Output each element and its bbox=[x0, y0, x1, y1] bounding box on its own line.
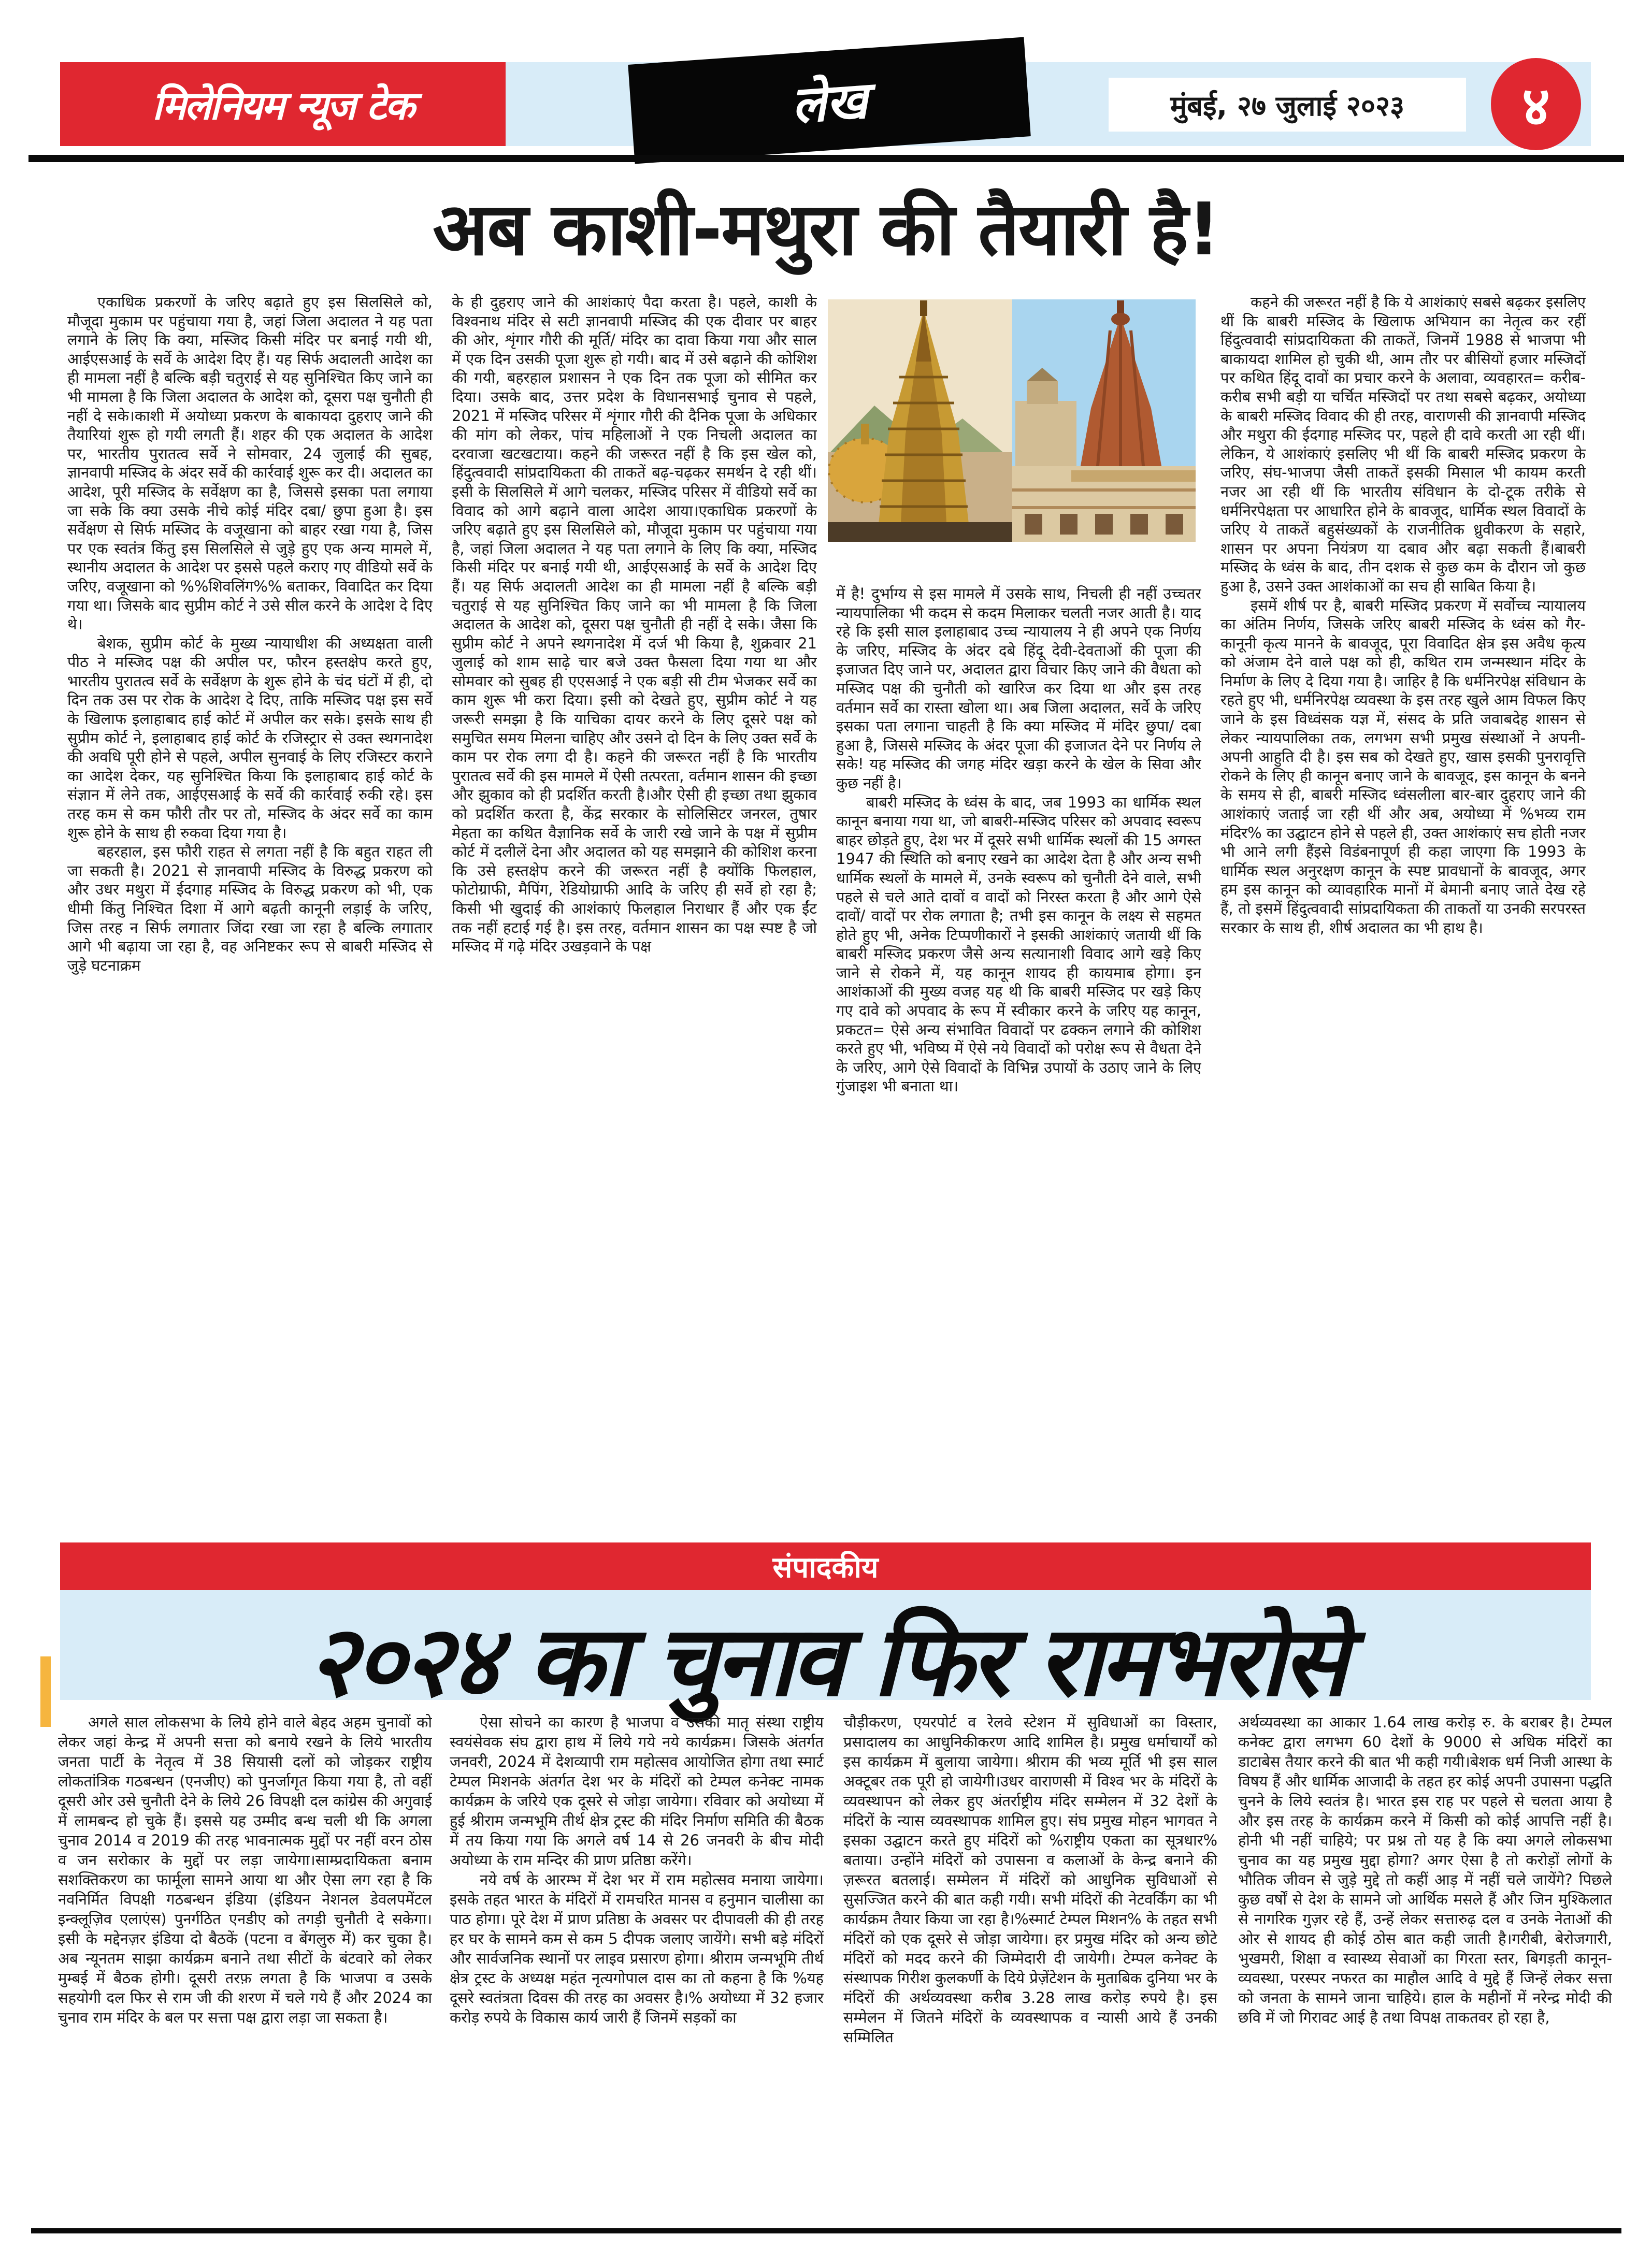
date-box: मुंबई, २७ जुलाई २०२३ bbox=[1109, 78, 1466, 132]
section-label: लेख bbox=[789, 71, 870, 135]
mathura-temple-photo bbox=[1012, 299, 1196, 542]
article-column-2: के ही दुहराए जाने की आशंकाएं पैदा करता है। पहले, काशी के विश्वनाथ मंदिर से सटी ज्ञानवापी मस्जिद की एक दीवार पर बाहर की ओर, शृंगार गौरी की मूर्ति/ मंदिर का दावा किया गया और साल में एक दिन उसकी पूजा शुरू हो गयी। बाद में उसे बढ़ाने की कोशिश की गयी, बहरहाल प्रशासन ने एक दिन तक पूजा को सीमित कर दिया। उसके बाद, उत्तर प्रदेश के विधानसभाई चुनाव से पहले, 2021 में मस्जिद परिसर में शृंगार गौरी की दैनिक पूजा के अधिकार की मांग को लेकर, पांच महिलाओं ने एक निचली अदालत का दरवाजा खटखटाया। कहने की जरूरत नहीं है कि इस खेल को, हिंदुत्ववादी सांप्रदायिकता की ताकतें बढ़-चढ़कर समर्थन दे रही थीं। इसी के सिलसिले में आगे चलकर, मस्जिद परिसर में वीडियो सर्वे का विवाद को आगे बढ़ाने वाला आदेश आया।एकाधिक प्रकरणों के जरिए बढ़ाते हुए इस सिलसिले को, मौजूदा मुकाम पर पहुंचाया गया है, जहां जिला अदालत ने यह पता लगाने के लिए कि क्या, मस्जिद किसी मंदिर पर बनाई गयी थी, आईएसआई के सर्वे के आदेश दिए हैं। यह सिर्फ अदालती आदेश का ही मामला नहीं है बल्कि बड़ी चतुराई से यह सुनिश्चित किए जाने का भी मामला है कि जिला अदालत के आदेश को, दूसरा पक्ष चुनौती ही नहीं दे सके। जैसा कि सुप्रीम कोर्ट ने अपने स्थगनादेश में दर्ज भी किया है, शुक्रवार 21 जुलाई को शाम साढ़े चार बजे उक्त फैसला दिया गया था और सोमवार को सुबह ही एएसआई ने एक बड़ी सी टीम भेजकर सर्वे का काम शुरू भी करा दिया। इसी को देखते हुए, सुप्रीम कोर्ट ने यह जरूरी समझा है कि याचिका दायर करने के लिए दूसरे पक्ष को समुचित समय मिलना चाहिए और उसने दो दिन के लिए उक्त सर्वे के काम पर रोक लगा दी है। कहने की जरूरत नहीं है कि भारतीय पुरातत्व सर्वे की इस मामले में ऐसी तत्परता, वर्तमान शासन की इच्छा और झुकाव को ही प्रदर्शित करती है।और ऐसी ही इच्छा तथा झुकाव को प्रदर्शित करता है, केंद्र सरकार के सोलिसिटर जनरल, तुषार मेहता का कथित वैज्ञानिक सर्वे के जारी रखे जाने के पक्ष में सुप्रीम कोर्ट में दलीलें देना और अदालत को यह समझाने की कोशिश करना कि उसे हस्तक्षेप करने की जरूरत नहीं है क्योंकि फिलहाल, फोटोग्राफी, मैपिंग, रेडियोग्राफी आदि के जरिए ही सर्वे हो रहा है; किसी भी खुदाई की आशंकाएं फिलहाल निराधार हैं और एक ईंट तक नहीं हटाई गई है। इस तरह, वर्तमान शासन का पक्ष स्पष्ट है जो मस्जिद में गढ़े मंदिर उखड़वाने के पक्ष bbox=[452, 293, 817, 956]
temple-photo bbox=[828, 299, 1196, 542]
editorial-headline: २०२४ का चुनाव फिर रामभरोसे bbox=[307, 1605, 1345, 1718]
header-rule bbox=[28, 155, 1624, 162]
masthead: मिलेनियम न्यूज टेक bbox=[60, 62, 506, 146]
editorial-column-2: ऐसा सोचने का कारण है भाजपा व उसकी मातृ संस्था राष्ट्रीय स्वयंसेवक संघ द्वारा हाथ में लिये गये नये कार्यक्रम। जिसके अंतर्गत जनवरी, 2024 में देशव्यापी राम महोत्सव आयोजित होगा तथा स्मार्ट टेम्पल मिशनके अंतर्गत देश भर के मंदिरों को टेम्पल कनेक्ट नामक कार्यक्रम के जरिये एक दूसरे से जोड़ा जायेगा। रविवार को अयोध्या में हुई श्रीराम जन्मभूमि तीर्थ क्षेत्र ट्रस्ट की मंदिर निर्माण समिति की बैठक में तय किया गया कि अगले वर्ष 14 से 26 जनवरी के बीच मोदी अयोध्या के राम मन्दिर की प्राण प्रतिष्ठा करेंगे। नये वर्ष के आरम्भ में देश भर में राम महोत्सव मनाया जायेगा। इसके तहत भारत के मंदिरों में रामचरित मानस व हनुमान चालीसा का पाठ होगा। पूरे देश में प्राण प्रतिष्ठा के अवसर पर दीपावली की ही तरह हर घर के सामने कम से कम 5 दीपक जलाए जायेंगे। सभी बड़े मंदिरों और सार्वजनिक स्थानों पर लाइव प्रसारण होगा। श्रीराम जन्मभूमि तीर्थ क्षेत्र ट्रस्ट के अध्यक्ष महंत नृत्यगोपाल दास का तो कहना है कि %यह दूसरे स्वतंत्रता दिवस की तरह का अवसर है।% अयोध्या में 32 हजार करोड़ रुपये के विकास कार्य जारी हैं जिनमें सड़कों का bbox=[450, 1713, 824, 2026]
page-number-badge: ४ bbox=[1491, 58, 1581, 150]
editorial-band bbox=[60, 1542, 1591, 1590]
kashi-temple-photo bbox=[828, 299, 1012, 542]
article-headline: अब काशी-मथुरा की तैयारी है! bbox=[433, 188, 1219, 272]
editorial-column-3: चौड़ीकरण, एयरपोर्ट व रेलवे स्टेशन में सुविधाओं का विस्तार, प्रसादालय का आधुनिकीकरण आदि शामिल है। प्रमुख धर्माचार्यों को इस कार्यक्रम में बुलाया जायेगा। श्रीराम की भव्य मूर्ति भी इस साल अक्टूबर तक पूरी हो जायेगी।उधर वाराणसी में विश्व भर के मंदिरों के व्यवस्थापन को लेकर हुए अंतर्राष्ट्रीय मंदिर सम्मेलन में 32 देशों के मंदिरों के न्यास व्यवस्थापक शामिल हुए। संघ प्रमुख मोहन भागवत ने इसका उद्घाटन करते हुए मंदिरों को %राष्ट्रीय एकता का सूत्रधार% बताया। उन्होंने मंदिरों को उपासना व कलाओं के केन्द्र बनाने की ज़रूरत बतलाई। सम्मेलन में मंदिरों को आधुनिक सुविधाओं से सुसज्जित करने की बात कही गयी। सभी मंदिरों की नेटवर्किंग का भी कार्यक्रम तैयार किया जा रहा है।%स्मार्ट टेम्पल मिशन% के तहत सभी मंदिरों को एक दूसरे से जोड़ा जायेगा। हर प्रमुख मंदिर को अन्य छोटे मंदिरों को मदद करने की जिम्मेदारी दी जायेगी। टेम्पल कनेक्ट के संस्थापक गिरीश कुलकर्णी के दिये प्रेज़ेंटेशन के मुताबिक दुनिया भर के मंदिरों की अर्थव्यवस्था करीब 3.28 लाख करोड़ रुपये है। इस सम्मेलन में जितने मंदिरों के व्यवस्थापक व न्यासी आये हैं उनकी सम्मिलित bbox=[843, 1713, 1217, 2046]
article-column-1: एकाधिक प्रकरणों के जरिए बढ़ाते हुए इस सिलसिले को, मौजूदा मुकाम पर पहुंचाया गया है, जहां जिला अदालत ने यह पता लगाने के लिए कि क्या, मस्जिद किसी मंदिर पर बनाई गयी थी, आईएसआई के सर्वे के आदेश दिए हैं। यह सिर्फ अदालती आदेश का ही मामला नहीं है बल्कि बड़ी चतुराई से यह सुनिश्चित किए जाने का भी मामला है कि जिला अदालत के आदेश को, दूसरा पक्ष चुनौती ही नहीं दे सके।काशी में अयोध्या प्रकरण के बाकायदा दुहराए जाने की तैयारियां शुरू हो गयी लगती हैं। शहर की एक अदालत के आदेश पर, भारतीय पुरातत्व सर्वे ने सोमवार, 24 जुलाई की सुबह, ज्ञानवापी मस्जिद के अंदर सर्वे की कार्रवाई शुरू कर दी। अदालत का आदेश, पूरी मस्जिद के सर्वेक्षण का है, जिससे इसका पता लगाया जा सके कि क्या उसके नीचे कोई मंदिर दबा/ छुपा हुआ है। इस सर्वेक्षण से सिर्फ मस्जिद के वजूखाना को बाहर रखा गया है, जिस पर एक स्वतंत्र किंतु इस सिलसिले से जुड़े हुए एक अन्य मामले में, स्थानीय अदालत के आदेश पर इससे पहले कराए गए वीडियो सर्वे के जरिए, वजूखाना को %%शिवलिंग%% बताकर, विवादित कर दिया गया था। जिसके बाद सुप्रीम कोर्ट ने उसे सील करने के आदेश दे दिए थे। बेशक, सुप्रीम कोर्ट के मुख्य न्यायाधीश की अध्यक्षता वाली पीठ ने मस्जिद पक्ष की अपील पर, फौरन हस्तक्षेप करते हुए, भारतीय पुरातत्व सर्वे के सर्वेक्षण के शुरू होने के चंद घंटों में ही, दो दिन तक उस पर रोक के आदेश दे दिए, ताकि मस्जिद पक्ष इस सर्वे के खिलाफ इलाहाबाद हाई कोर्ट में अपील कर सके। इसके साथ ही सुप्रीम कोर्ट ने, इलाहाबाद हाई कोर्ट के रजिस्ट्रार से उक्त स्थगनादेश की अवधि पूरी होने से पहले, अपील सुनवाई के लिए रजिस्टर कराने का आदेश देकर, यह सुनिश्चित किया कि इलाहाबाद हाई कोर्ट के संज्ञान में लेने तक, आईएसआई के सर्वे की कार्रवाई रुकी रहे। इस तरह कम से कम फौरी तौर पर तो, मस्जिद के अंदर सर्वे का काम शुरू होने के साथ ही रुकवा दिया गया है। बहरहाल, इस फौरी राहत से लगता नहीं है कि बहुत राहत ली जा सकती है। 2021 से ज्ञानवापी मस्जिद के विरुद्ध प्रकरण को और उधर मथुरा में ईदगाह मस्जिद के विरुद्ध प्रकरण को भी, एक धीमी किंतु निश्चित दिशा में आगे बढ़ती कानूनी लड़ाई के जरिए, जिस तरह न सिर्फ लगातार जिंदा रखा जा रहा है बल्कि लगातार आगे भी बढ़ाया जा रहा है, वह अनिष्टकर रूप से बाबरी मस्जिद से जुड़े घटनाक्रम bbox=[67, 293, 433, 974]
article-column-4: कहने की जरूरत नहीं है कि ये आशंकाएं सबसे बढ़कर इसलिए थीं कि बाबरी मस्जिद के खिलाफ अभियान का नेतृत्व कर रहीं हिंदुत्ववादी सांप्रदायिकता की ताकतें, जिनमें 1988 से भाजपा भी बाकायदा शामिल हो चुकी थी, आम तौर पर बीसियों हजार मस्जिदों पर कथित हिंदू दावों का प्रचार करने के अलावा, व्यवहारत= करीब-करीब सभी बड़ी या चर्चित मस्जिदों पर तथा सबसे बढ़कर, अयोध्या के बाबरी मस्जिद विवाद की ही तरह, वाराणसी की ज्ञानवापी मस्जिद और मथुरा की ईदगाह मस्जिद पर, पहले ही दावे करती आ रही थीं। लेकिन, ये आशंकाएं इसलिए भी थीं कि बाबरी मस्जिद प्रकरण के जरिए, संघ-भाजपा जैसी ताकतें इसकी मिसाल भी कायम करती नजर आ रही थीं कि भारतीय संविधान के दो-टूक तरीके से धर्मनिरपेक्षता पर आधारित होने के बावजूद, धार्मिक स्थल विवादों के जरिए ये ताकतें बहुसंख्यकों के राजनीतिक ध्रुवीकरण के सहारे, शासन पर अपना नियंत्रण या दबाव और बढ़ा सकती हैं।बाबरी मस्जिद के ध्वंस के बाद, तीन दशक से कुछ कम के दौरान जो कुछ हुआ है, उसने उक्त आशंकाओं का सच ही साबित किया है। इसमें शीर्ष पर है, बाबरी मस्जिद प्रकरण में सर्वोच्च न्यायालय का अंतिम निर्णय, जिसके जरिए बाबरी मस्जिद के ध्वंस को गैर-कानूनी कृत्य मानने के बावजूद, पूरा विवादित क्षेत्र इस अवैध कृत्य को अंजाम देने वाले पक्ष को ही, कथित राम जन्मस्थान मंदिर के निर्माण के लिए दे दिया गया है। जाहिर है कि धर्मनिरपेक्ष संविधान के रहते हुए भी, धर्मनिरपेक्ष व्यवस्था के इस तरह खुले आम विफल किए जाने के इस विध्वंसक यज्ञ में, संसद के प्रति जवाबदेह शासन से लेकर न्यायपालिका तक, लगभग सभी प्रमुख संस्थाओं ने अपनी-अपनी आहुति दी है। इस सब को देखते हुए, खास इसकी पुनरावृत्ति रोकने के लिए ही कानून बनाए जाने के बावजूद, इस कानून के बनने के समय से ही, बाबरी मस्जिद ध्वंसलीला बार-बार दुहराए जाने की आशंकाएं जताई जा रही थीं और अब, अयोध्या में %भव्य राम मंदिर% का उद्घाटन होने से पहले ही, उक्त आशंकाएं सच होती नजर भी आने लगी हैंइसे विडंबनापूर्ण ही कहा जाएगा कि 1993 के धार्मिक स्थल अनुरक्षण कानून के स्पष्ट प्रावधानों के बावजूद, अगर हम इस कानून को व्यावहारिक मानों में बेमानी बनाए जाते देख रहे हैं, तो इसमें हिंदुत्ववादी सांप्रदायिकता की ताकतों या उनकी सरपरस्त सरकार के साथ ही, शीर्ष अदालत का भी हाथ है। bbox=[1220, 293, 1586, 936]
bottom-rule bbox=[31, 2228, 1621, 2233]
editorial-band-label: संपादकीय bbox=[772, 1551, 879, 1584]
editorial-column-4: अर्थव्यवस्था का आकार 1.64 लाख करोड़ रु. के बराबर है। टेम्पल कनेक्ट द्वारा लगभग 60 देशों के 9000 से अधिक मंदिरों का डाटाबेस तैयार करने की बात भी कही गयी।बेशक धर्म निजी आस्था के विषय हैं और धार्मिक आजादी के तहत हर कोई अपनी उपासना पद्धति चुनने के लिये स्वतंत्र है। भारत इस राह पर पहले से चलता आया है और इस तरह के कार्यक्रम करने में किसी को कोई आपत्ति नहीं है। होनी भी नहीं चाहिये; पर प्रश्न तो यह है कि क्या अगले लोकसभा चुनाव का यह प्रमुख मुद्दा होगा? अगर ऐसा है तो करोड़ों लोगों के भौतिक जीवन से जुड़े मुद्दे तो कहीं आड़ में नहीं चले जायेंगे? पिछले कुछ वर्षों से देश के सामने जो आर्थिक मसले हैं और जिन मुश्किलात से नागरिक गुज़र रहे हैं, उन्हें लेकर सत्तारुढ़ दल व उनके नेताओं की ओर से शायद ही कोई ठोस बात कही जाती है।गरीबी, बेरोजगारी, भुखमरी, शिक्षा व स्वास्थ्य सेवाओं का गिरता स्तर, बिगड़ती कानून-व्यवस्था, परस्पर नफरत का माहौल आदि वे मुद्दे हैं जिन्हें लेकर सत्ता को जनता के सामने जाना चाहिये। हाल के महीनों में नरेन्द्र मोदी की छवि में जो गिरावट आई है तथा विपक्ष ताकतवर हो रहा है, bbox=[1238, 1713, 1612, 2026]
article-column-3: में है! दुर्भाग्य से इस मामले में उसके साथ, निचली ही नहीं उच्चतर न्यायपालिका भी कदम से कदम मिलाकर चलती नजर आती है। याद रहे कि इसी साल इलाहाबाद उच्च न्यायालय ने ही अपने एक निर्णय के जरिए, मस्जिद के अंदर दबे हिंदू देवी-देवताओं की पूजा की इजाजत दिए जाने पर, अदालत द्वारा विचार किए जाने की वैधता को मस्जिद पक्ष की चुनौती को खारिज कर दिया था और इस तरह वर्तमान सर्वे का रास्ता खोला था। अब जिला अदालत, सर्वे के जरिए इसका पता लगाना चाहती है कि क्या मस्जिद में मंदिर छुपा/ दबा हुआ है, जिससे मस्जिद के अंदर पूजा की इजाजत देने पर निर्णय ले सके! यह मस्जिद की जगह मंदिर खड़ा करने के खेल के सिवा और कुछ नहीं है। बाबरी मस्जिद के ध्वंस के बाद, जब 1993 का धार्मिक स्थल कानून बनाया गया था, जो बाबरी-मस्जिद परिसर को अपवाद स्वरूप बाहर छोड़ते हुए, देश भर में दूसरे सभी धार्मिक स्थलों की 15 अगस्त 1947 की स्थिति को बनाए रखने का आदेश देता है और अन्य सभी धार्मिक स्थलों के मामले में, उनके स्वरूप को चुनौती देने वाले, सभी पहले से चले आते दावों व वादों को निरस्त करता है और आगे ऐसे दावों/ वादों पर रोक लगाता है; तभी इस कानून के लक्ष्य से सहमत होते हुए भी, अनेक टिप्पणीकारों ने इसकी आशंकाएं जतायी थीं कि बाबरी मस्जिद प्रकरण जैसे अन्य सत्यानाशी विवाद आगे खड़े किए जाने से रोकने में, यह कानून शायद ही कायमाब होगा। इन आशंकाओं की मुख्य वजह यह थी कि बाबरी मस्जिद पर खड़े किए गए दावे को अपवाद के रूप में स्वीकार करने के जरिए यह कानून, प्रकटत= ऐसे अन्य संभावित विवादों पर ढक्कन लगाने की कोशिश करते हुए भी, भविष्य में ऐसे नये विवादों को परोक्ष रूप से वैधता देने के जरिए, आगे ऐसे विवादों के विभिन्न उपायों के उठाए जाने के लिए गुंजाइश भी बनाता था। bbox=[836, 585, 1201, 1095]
editorial-column-1: अगले साल लोकसभा के लिये होने वाले बेहद अहम चुनावों को लेकर जहां केन्द्र में अपनी सत्ता को बनाये रखने के लिये भारतीय जनता पार्टी के नेतृत्व में 38 सियासी दलों को जोड़कर राष्ट्रीय लोकतांत्रिक गठबन्धन (एनजीए) को पुनर्जागृत किया गया है, तो वहीं दूसरी ओर उसे चुनौती देने के लिये 26 विपक्षी दल कांग्रेस की अगुवाई में लामबन्द हो चुके हैं। इससे यह उम्मीद बन्ध चली थी कि अगला चुनाव 2014 व 2019 की तरह भावनात्मक मुद्दों पर नहीं वरन ठोस व जन सरोकार के मुद्दों पर लड़ा जायेगा।साम्प्रदायिकता बनाम सशक्तिकरण का फार्मूला सामने आया था और ऐसा लग रहा है कि नवनिर्मित विपक्षी गठबन्धन इंडिया (इंडियन नेशनल डेवलपमेंटल इन्क्लूज़िव एलाएंस) पुनर्गठित एनडीए को तगड़ी चुनौती दे सकेगा। इसी के मद्देनज़र इंडिया दो बैठकें (पटना व बेंगलुरु में) कर चुका है। अब न्यूनतम साझा कार्यक्रम बनाने तथा सीटों के बंटवारे को लेकर मुम्बई में बैठक होगी। दूसरी तरफ़ लगता है कि भाजपा व उसके सहयोगी दल फिर से राम जी की शरण में चले गये हैं और 2024 का चुनाव राम मंदिर के बल पर सत्ता पक्ष द्वारा लड़ा जा सकता है। bbox=[58, 1713, 432, 2026]
